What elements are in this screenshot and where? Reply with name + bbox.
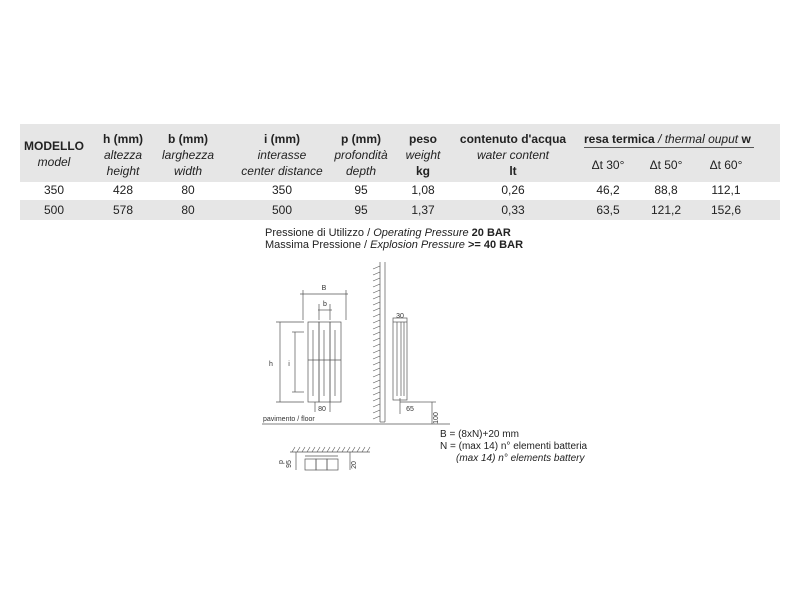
cell-acqua: 0,26 [501,183,525,197]
header-h: h (mm) [103,132,143,146]
dim-i: i [288,361,290,368]
radiator-element [319,322,330,402]
plan-element [327,459,338,470]
header-i-sub1: interasse [257,148,307,162]
dim-100: 100 [433,412,440,424]
pressure-1-it: Pressione di Utilizzo / [265,227,374,239]
plan-element [316,459,327,470]
cell-b: 80 [181,183,195,197]
cell-dt50: 121,2 [650,203,682,217]
cell-i: 500 [271,203,293,217]
header-p-sub1: profondità [334,148,388,162]
header-peso: peso [408,132,437,146]
floor-label: pavimento / floor [263,416,315,423]
dim-b: b [323,301,327,308]
note-line-1: B = (8xN)+20 mm [440,429,519,440]
cell-peso: 1,08 [411,183,435,197]
header-dt50: Δt 50° [649,158,683,172]
cell-dt50: 88,8 [654,183,678,197]
header-p: p (mm) [341,132,381,146]
radiator-element [330,322,341,402]
cell-dt30: 46,2 [596,183,620,197]
radiator-side [393,318,407,400]
header-acqua-sub1: water content [476,148,550,162]
header-dt30: Δt 30° [591,158,625,172]
dim-95: 95 [286,460,293,468]
dim-B: B [321,285,327,292]
cell-dt30: 63,5 [596,203,620,217]
pressure-2-val: >= 40 BAR [467,239,524,251]
cell-h: 428 [112,183,134,197]
cell-p: 95 [354,203,368,217]
pressure-1-val: 20 BAR [471,227,511,239]
pressure-2-en: Explosion Pressure [370,239,468,251]
cell-dt60: 112,1 [711,183,741,197]
cell-dt60: 152,6 [710,203,742,217]
cell-model: 500 [43,203,65,217]
plan-element [305,459,316,470]
header-b-sub2: width [173,164,202,178]
header-acqua-sub2: lt [509,164,517,178]
cell-model: 350 [43,183,65,197]
header-peso-sub1: weight [405,148,441,162]
cell-peso: 1,37 [411,203,435,217]
header-model-it: MODELLO [24,139,84,153]
cell-i: 350 [271,183,293,197]
pressure-2-it: Massima Pressione / [265,239,371,251]
cell-h: 578 [112,203,134,217]
note-line-3: (max 14) n° elements battery [456,453,585,464]
dim-65: 65 [406,406,414,413]
header-resa-en: / thermal ouput [654,132,742,146]
header-peso-sub2: kg [415,164,430,178]
dim-h: h [269,361,273,368]
header-p-sub2: depth [345,164,377,178]
dim-20: 20 [351,461,358,469]
dim-30: 30 [396,313,404,320]
header-model-en: model [37,155,71,169]
note-line-2: N = (max 14) n° elementi batteria [440,441,588,452]
dim-p: p [278,460,285,464]
header-h-sub1: altezza [103,148,143,162]
dim-80: 80 [318,406,326,413]
header-dt60: Δt 60° [709,158,743,172]
header-i-sub2: center distance [241,164,323,178]
header-b-sub1: larghezza [161,148,215,162]
header-resa-unit: w [741,132,751,146]
header-i: i (mm) [264,132,300,146]
cell-acqua: 0,33 [501,203,525,217]
header-b: b (mm) [168,132,208,146]
cell-b: 80 [181,203,195,217]
pressure-1-en: Operating Pressure [373,227,472,239]
header-h-sub2: height [106,164,140,178]
radiator-element [308,322,319,402]
plan-hatch [292,447,370,452]
header-acqua: contenuto d'acqua [459,132,567,146]
header-resa-it: resa termica [584,132,655,146]
wall-hatch [373,266,380,419]
cell-p: 95 [354,183,368,197]
